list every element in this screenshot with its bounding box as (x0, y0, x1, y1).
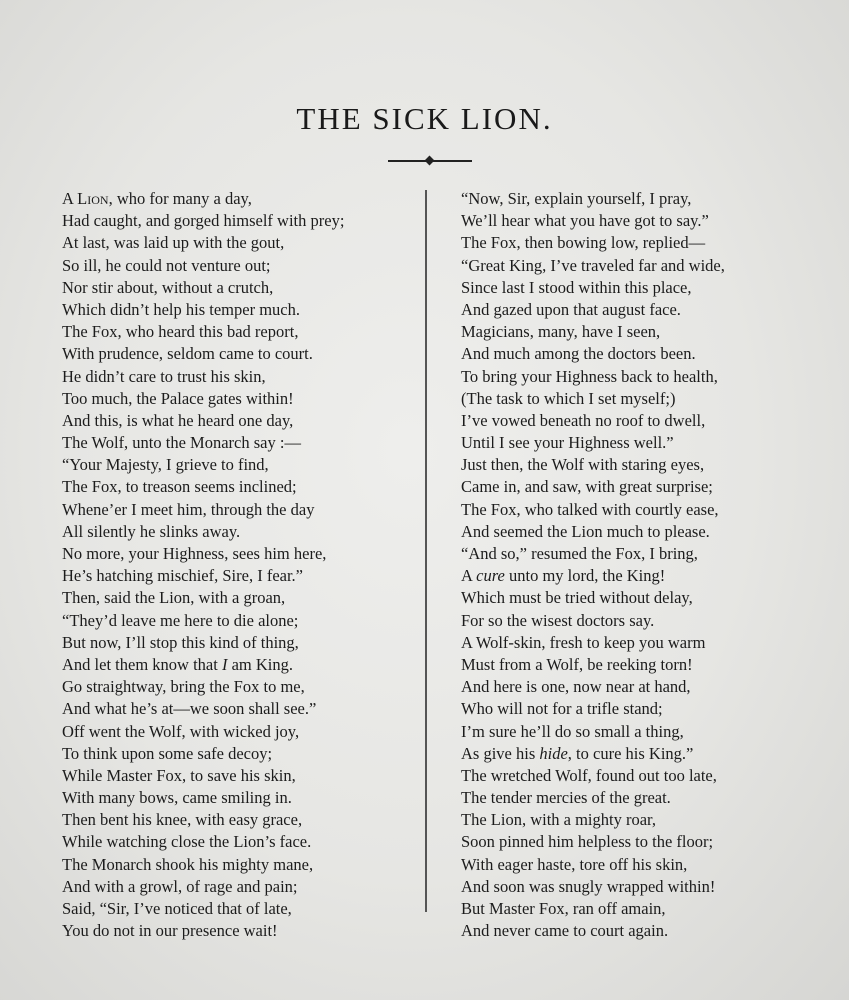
poem-line (62, 565, 344, 587)
poem-line-segment: “They’d leave me here to die alone; (62, 610, 299, 630)
poem-line-segment: hide (539, 743, 568, 763)
poem-line-segment: Who will not for a trifle stand; (461, 699, 663, 719)
poem-line-segment: At last, was laid up with the gout, (62, 233, 285, 253)
poem-line (461, 476, 725, 498)
poem-line (62, 521, 344, 543)
poem-line-segment: As give his (461, 743, 540, 763)
poem-line (461, 765, 725, 787)
poem-line-segment: And this, is what he heard one day, (62, 410, 294, 430)
title-ornament (388, 159, 472, 163)
poem-line-segment: I (221, 654, 228, 674)
poem-line (62, 232, 344, 254)
poem-line-segment: Had caught, and gorged himself with prey; (62, 211, 345, 231)
poem-line-segment: Then bent his knee, with easy grace, (62, 810, 303, 830)
poem-line-segment: And what he’s at—we soon shall see.” (62, 699, 317, 719)
poem-line-segment: And soon was snugly wrapped within! (461, 876, 716, 896)
poem-line (461, 321, 725, 343)
poem-line-segment: He’s hatching mischief, Sire, I fear.” (62, 566, 303, 586)
poem-line-segment: With many bows, came smiling in. (62, 788, 292, 808)
poem-line-segment: , who for many a day, (108, 189, 252, 208)
poem-line-segment: The Wolf, unto the Monarch say :— (62, 433, 301, 453)
poem-line-segment: Lion (77, 189, 109, 208)
poem-line (62, 543, 344, 565)
poem-line-segment: All silently he slinks away. (62, 521, 241, 541)
poem-line-segment: Said, “Sir, I’ve noticed that of late, (62, 899, 292, 918)
poem-line-segment: I’m sure he’ll do so small a thing, (461, 721, 684, 741)
poem-line-segment: A Wolf-skin, fresh to keep you warm (461, 632, 706, 652)
poem-line (461, 499, 725, 521)
poem-line-segment: am King. (227, 654, 293, 674)
poem-line-segment: And with a growl, of rage and pain; (62, 876, 298, 896)
poem-line-segment: So ill, he could not venture out; (62, 255, 271, 275)
poem-line (461, 876, 725, 898)
poem-line-segment: The Fox, who talked with courtly ease, (461, 499, 719, 519)
poem-line (461, 743, 725, 765)
poem-line-segment: While watching close the Lion’s face. (62, 832, 312, 852)
poem-line-segment: Off went the Wolf, with wicked joy, (62, 721, 300, 741)
poem-line (62, 366, 344, 388)
poem-line (461, 521, 725, 543)
poem-line (62, 676, 344, 698)
poem-line (62, 432, 344, 454)
poem-line-segment: I’ve vowed beneath no roof to dwell, (461, 410, 706, 430)
poem-line-segment: Came in, and saw, with great surprise; (461, 477, 713, 497)
poem-line-segment: And never came to court again. (461, 921, 669, 941)
poem-line (461, 787, 725, 809)
poem-line (461, 210, 725, 232)
poem-line (62, 654, 344, 676)
poem-line-segment: But Master Fox, ran off amain, (461, 899, 666, 918)
poem-line-segment: Which didn’t help his temper much. (62, 299, 300, 319)
poem-line (461, 721, 725, 743)
poem-line-segment: The Monarch shook his mighty mane, (62, 854, 314, 874)
poem-line (62, 321, 344, 343)
poem-line (62, 809, 344, 831)
poem-line (461, 388, 725, 410)
poem-line (62, 698, 344, 720)
poem-line-segment: A (62, 189, 78, 208)
poem-line (62, 831, 344, 853)
poem-line-segment: The Fox, then bowing low, replied— (461, 233, 706, 253)
poem-line-segment: “Your Majesty, I grieve to find, (62, 455, 269, 475)
poem-line-segment: Just then, the Wolf with staring eyes, (461, 455, 705, 475)
poem-line (62, 721, 344, 743)
poem-line (461, 854, 725, 876)
poem-line-segment: Soon pinned him helpless to the floor; (461, 832, 714, 852)
poem-line (461, 299, 725, 321)
poem-line-segment: unto my lord, the King! (504, 566, 666, 586)
poem-line (62, 476, 344, 498)
poem-line (62, 898, 344, 920)
poem-line-segment: , to cure his King.” (567, 743, 694, 763)
poem-line-segment: The wretched Wolf, found out too late, (461, 765, 717, 785)
poem-line (461, 543, 725, 565)
poem-line (461, 255, 725, 277)
poem-line (461, 343, 725, 365)
poem-line-segment: Nor stir about, without a crutch, (62, 277, 274, 297)
poem-line (62, 299, 344, 321)
poem-line (62, 632, 344, 654)
poem-line (461, 610, 725, 632)
poem-line-segment: But now, I’ll stop this kind of thing, (62, 632, 299, 652)
poem-line (62, 765, 344, 787)
poem-line-segment: The Fox, who heard this bad report, (62, 322, 299, 342)
poem-line (62, 920, 344, 942)
poem-line (62, 610, 344, 632)
poem-line (62, 876, 344, 898)
poem-line (62, 787, 344, 809)
poem-column-left (62, 188, 344, 942)
poem-line (62, 854, 344, 876)
poem-line-segment: He didn’t care to trust his skin, (62, 366, 266, 386)
poem-line-segment: And seemed the Lion much to please. (461, 521, 710, 541)
poem-line-segment: Too much, the Palace gates within! (62, 388, 294, 408)
poem-line (461, 410, 725, 432)
poem-line-segment: Magicians, many, have I seen, (461, 322, 661, 342)
poem-line (461, 831, 725, 853)
poem-line-segment: And much among the doctors been. (461, 344, 696, 364)
poem-line-segment: The tender mercies of the great. (461, 788, 671, 808)
column-divider (425, 190, 427, 912)
poem-line (461, 188, 725, 210)
poem-line (461, 698, 725, 720)
poem-line (461, 587, 725, 609)
poem-line-segment: The Fox, to treason seems inclined; (62, 477, 297, 497)
poem-line-segment: cure (476, 566, 505, 586)
poem-title: THE SICK LION. (296, 101, 553, 136)
poem-line (62, 210, 344, 232)
poem-line-segment: Must from a Wolf, be reeking torn! (461, 654, 693, 674)
poem-line-segment: While Master Fox, to save his skin, (62, 765, 296, 785)
poem-line-segment: Whene’er I meet him, through the day (62, 499, 315, 519)
poem-line (461, 898, 725, 920)
poem-line (461, 920, 725, 942)
poem-line-segment: Since last I stood within this place, (461, 277, 692, 297)
poem-line (461, 366, 725, 388)
poem-line-segment: (The task to which I set myself;) (461, 388, 676, 408)
poem-line (461, 632, 725, 654)
poem-line-segment: “Now, Sir, explain yourself, I pray, (461, 189, 692, 208)
poem-line-segment: Go straightway, bring the Fox to me, (62, 677, 305, 697)
poem-line-segment: “And so,” resumed the Fox, I bring, (461, 544, 698, 563)
poem-line-segment: Until I see your Highness well.” (461, 433, 674, 453)
poem-line-segment: We’ll hear what you have got to say.” (461, 211, 709, 231)
poem-line (461, 565, 725, 587)
poem-line (461, 232, 725, 254)
poem-line (461, 432, 725, 454)
poem-line (461, 676, 725, 698)
poem-line-segment: No more, your Highness, sees him here, (62, 544, 327, 563)
poem-line (461, 654, 725, 676)
poem-line-segment: The Lion, with a mighty roar, (461, 810, 657, 830)
poem-line-segment: And here is one, now near at hand, (461, 677, 691, 697)
ornament-diamond-icon (425, 156, 435, 166)
poem-line (62, 277, 344, 299)
poem-line (62, 743, 344, 765)
poem-column-right (461, 188, 725, 942)
poem-line (62, 255, 344, 277)
poem-line-segment: A (461, 566, 477, 586)
poem-line (62, 410, 344, 432)
poem-line-segment: With eager haste, tore off his skin, (461, 854, 688, 874)
poem-line-segment: You do not in our presence wait! (62, 921, 278, 941)
poem-line-segment: To bring your Highness back to health, (461, 366, 718, 386)
poem-line (461, 277, 725, 299)
poem-line (461, 454, 725, 476)
poem-line-segment: And let them know that (62, 654, 222, 674)
poem-line (461, 809, 725, 831)
poem-line (62, 343, 344, 365)
poem-line (62, 388, 344, 410)
poem-line (62, 454, 344, 476)
poem-line-segment: And gazed upon that august face. (461, 299, 681, 319)
poem-line (62, 188, 344, 210)
poem-line (62, 587, 344, 609)
poem-line-segment: For so the wisest doctors say. (461, 610, 655, 630)
poem-line (62, 499, 344, 521)
poem-line-segment: Which must be tried without delay, (461, 588, 693, 608)
poem-line-segment: Then, said the Lion, with a groan, (62, 588, 286, 608)
poem-line-segment: With prudence, seldom came to court. (62, 344, 313, 364)
poem-line-segment: To think upon some safe decoy; (62, 743, 273, 763)
poem-line-segment: “Great King, I’ve traveled far and wide, (461, 255, 725, 275)
